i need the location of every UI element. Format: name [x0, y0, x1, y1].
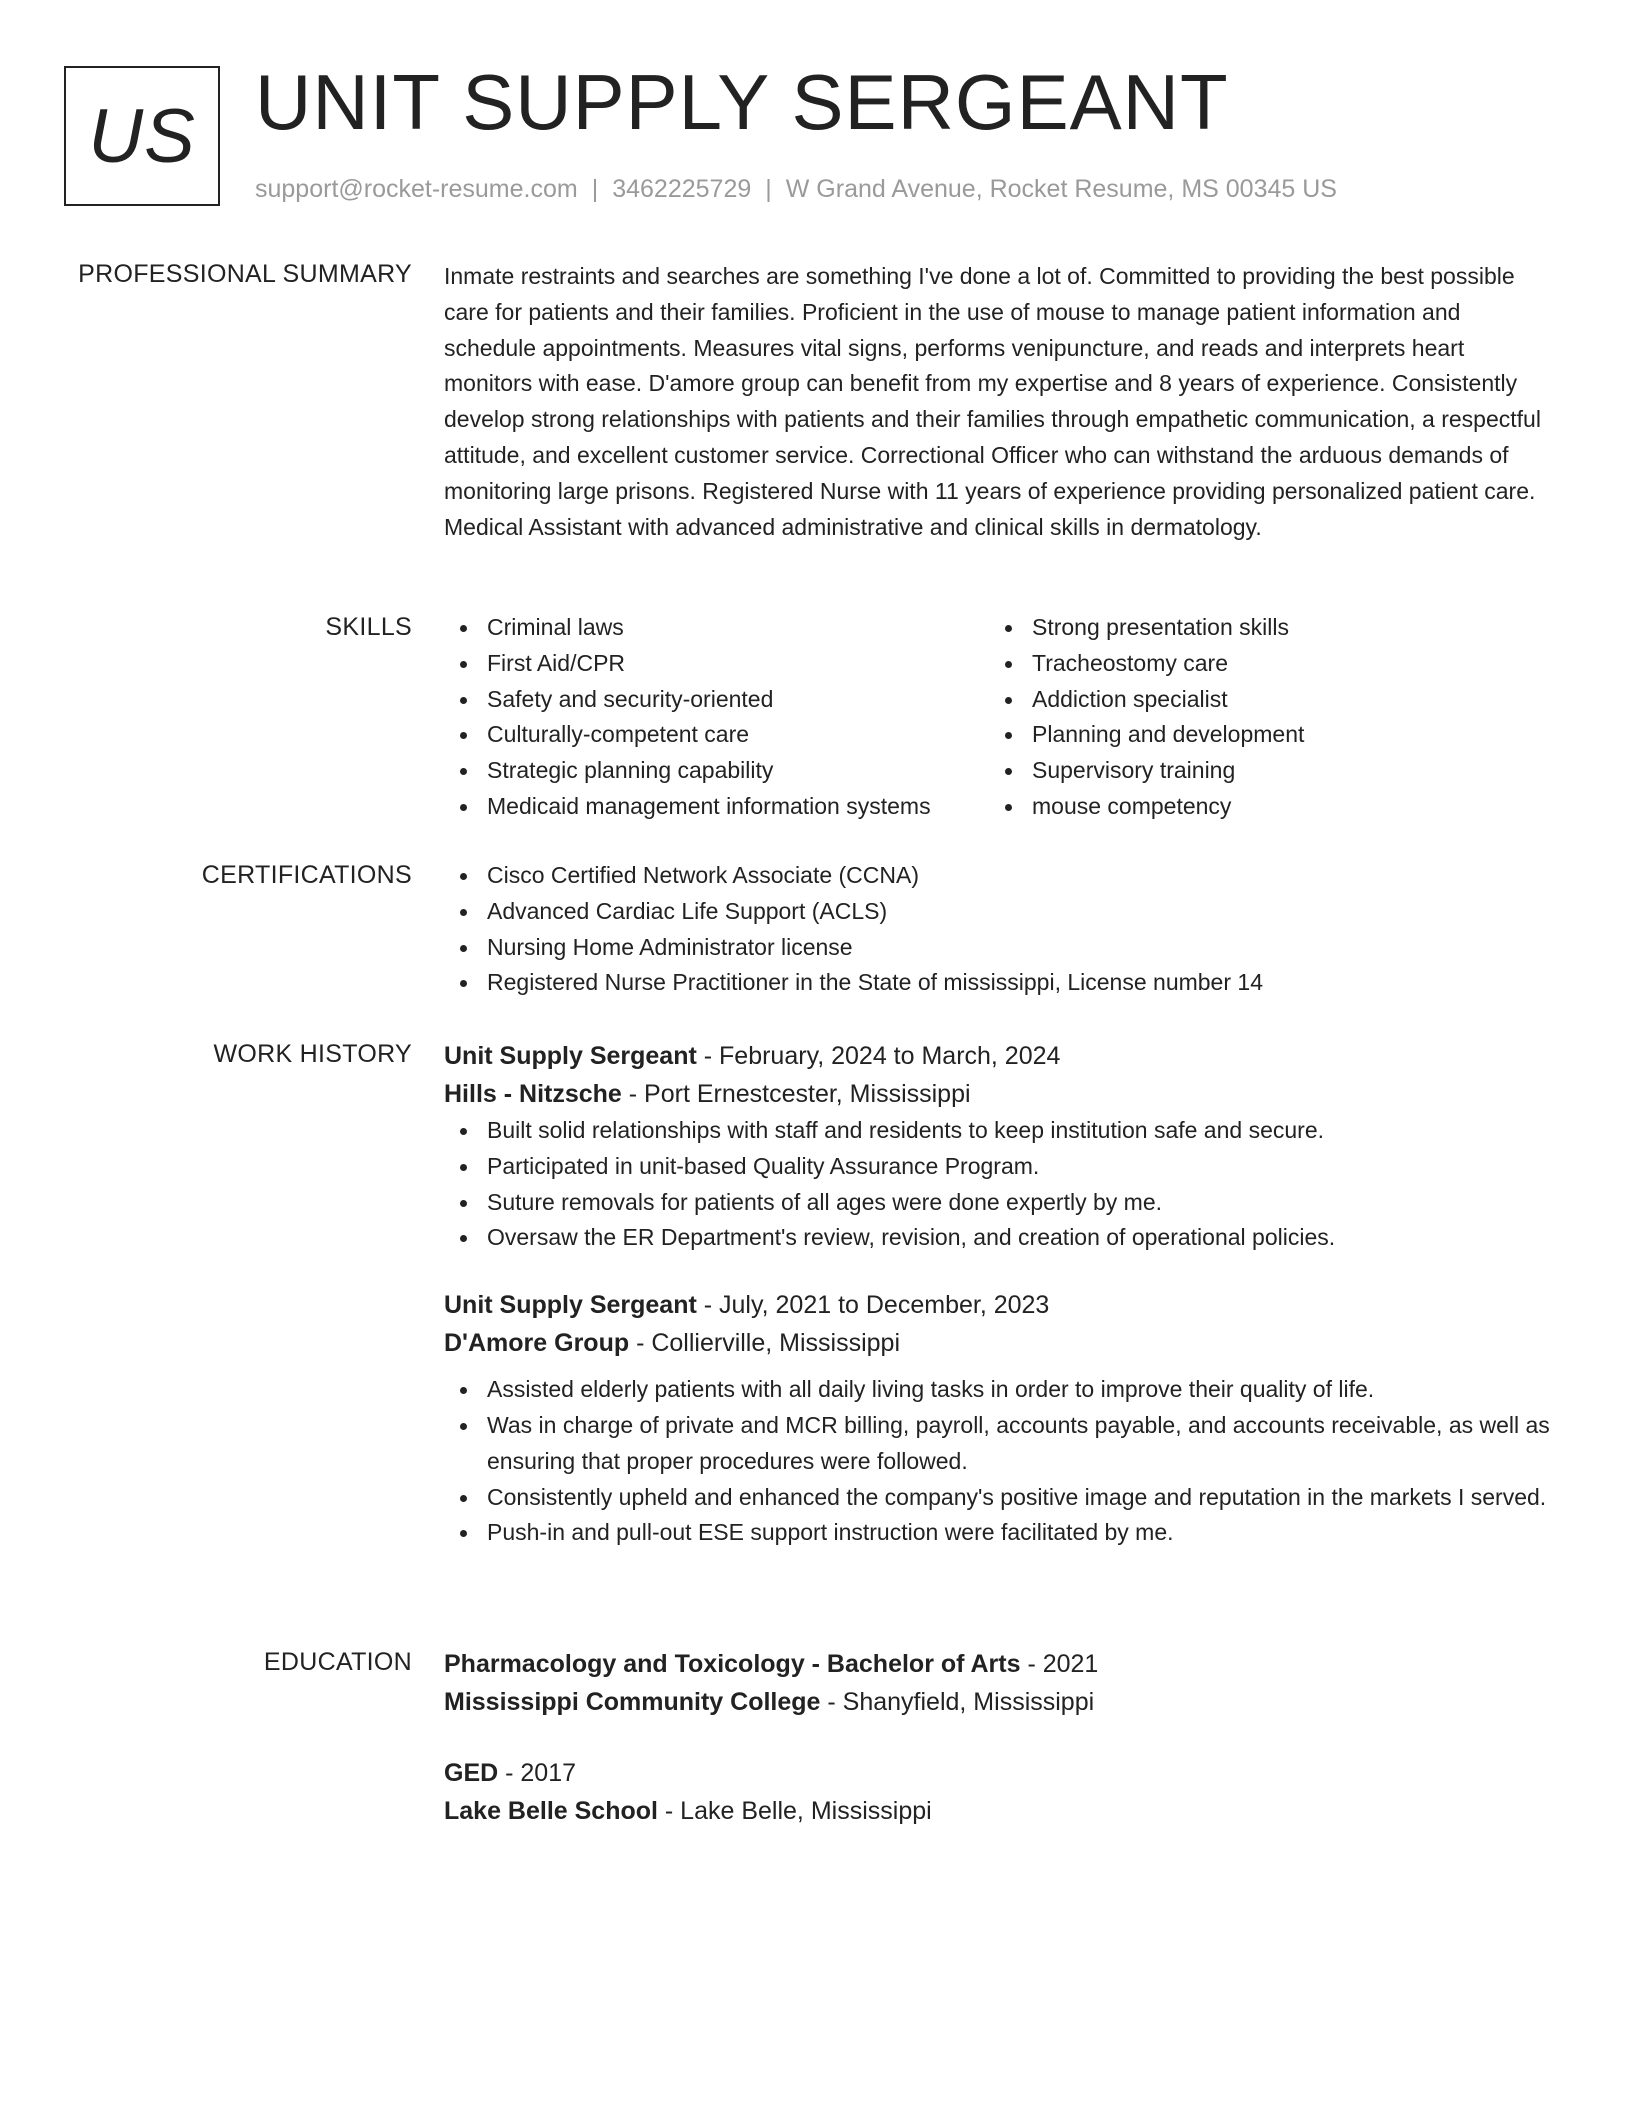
education-degree: Pharmacology and Toxicology - Bachelor of Arts	[444, 1650, 1021, 1678]
job-bullet: Participated in unit-based Quality Assurance Program.	[444, 1149, 1554, 1185]
skill-item: Criminal laws	[444, 610, 989, 646]
contact-address: W Grand Avenue, Rocket Resume, MS 00345 US	[785, 175, 1337, 203]
contact-separator: |	[591, 175, 599, 203]
contact-separator: |	[765, 175, 772, 203]
education-school: Mississippi Community College	[444, 1688, 821, 1716]
job-title-line	[444, 1037, 1554, 1075]
education-school-line	[444, 1683, 1554, 1721]
job-company-line	[444, 1324, 1554, 1362]
contact-email[interactable]: support@rocket-resume.com	[255, 175, 578, 203]
education-body	[444, 1645, 1554, 1830]
job-company: D'Amore Group	[444, 1329, 630, 1358]
education-entry	[444, 1754, 1554, 1830]
skill-item: Strategic planning capability	[444, 753, 989, 789]
job-bullet: Suture removals for patients of all ages were done expertly by me.	[444, 1185, 1554, 1221]
job-bullet: Assisted elderly patients with all daily living tasks in order to improve their quality of life.	[444, 1372, 1554, 1408]
education-location: - Shanyfield, Mississippi	[820, 1688, 1095, 1716]
job-title-line	[444, 1286, 1554, 1324]
job-bullets	[444, 1372, 1554, 1551]
skill-item: Safety and security-oriented	[444, 682, 989, 718]
skills-list-right	[989, 610, 1534, 825]
section-label-certifications: CERTIFICATIONS	[201, 861, 412, 889]
education-school: Lake Belle School	[444, 1797, 658, 1825]
job-company: Hills - Nitzsche	[444, 1080, 622, 1108]
education-location: - Lake Belle, Mississippi	[657, 1797, 932, 1825]
education-degree: GED	[444, 1759, 499, 1787]
skill-item: Planning and development	[989, 717, 1534, 753]
education-degree-line	[444, 1754, 1554, 1792]
skill-item: mouse competency	[989, 789, 1534, 825]
education-entry	[444, 1645, 1554, 1721]
job-title: Unit Supply Sergeant	[444, 1291, 697, 1320]
education-year: - 2017	[498, 1759, 577, 1787]
certification-item: Cisco Certified Network Associate (CCNA)	[444, 858, 1554, 894]
job-bullet: Built solid relationships with staff and residents to keep institution safe and secure.	[444, 1113, 1554, 1149]
summary-body	[444, 259, 1554, 545]
certifications-body	[444, 858, 1554, 1001]
skills-list-left	[444, 610, 989, 825]
job-bullet: Oversaw the ER Department's review, revision, and creation of operational policies.	[444, 1220, 1554, 1256]
job-entry	[444, 1037, 1554, 1256]
skills-body	[444, 610, 1554, 825]
monogram-logo: US	[64, 66, 220, 206]
skill-item: First Aid/CPR	[444, 646, 989, 682]
job-location: - Collierville, Mississippi	[629, 1329, 900, 1358]
contact-phone[interactable]: 3462225729	[612, 175, 752, 203]
skill-item: Strong presentation skills	[989, 610, 1534, 646]
section-label-work-history: WORK HISTORY	[213, 1040, 412, 1068]
certification-item: Nursing Home Administrator license	[444, 930, 1554, 966]
section-label-summary: PROFESSIONAL SUMMARY	[78, 260, 412, 288]
education-year: - 2021	[1020, 1650, 1099, 1678]
section-label-education: EDUCATION	[263, 1648, 412, 1676]
job-bullet: Push-in and pull-out ESE support instruction were facilitated by me.	[444, 1515, 1554, 1551]
summary-text: Inmate restraints and searches are something I've done a lot of. Committed to providing the best possible care for patients and their families. Proficient in the use of mouse to manage patient information and schedule appointments. Measures vital signs, performs venipuncture, and reads and interprets heart monitors with ease. D'amore group can benefit from my expertise and 8 years of experience. Consistently develop strong relationships with patients and their families through empathetic communication, a respectful attitude, and excellent customer service. Correctional Officer who can withstand the arduous demands of monitoring large prisons. Registered Nurse with 11 years of experience providing personalized patient care. Medical Assistant with advanced administrative and clinical skills in dermatology.	[444, 263, 1541, 540]
section-label-skills: SKILLS	[325, 613, 412, 641]
job-bullets	[444, 1113, 1554, 1256]
education-school-line	[444, 1792, 1554, 1830]
job-bullet: Was in charge of private and MCR billing, payroll, accounts payable, and accounts receivable, as well as ensuring that proper procedures were followed.	[444, 1408, 1554, 1480]
job-entry	[444, 1286, 1554, 1551]
job-dates: - July, 2021 to December, 2023	[696, 1291, 1050, 1320]
job-dates: - February, 2024 to March, 2024	[696, 1042, 1061, 1070]
job-title: Unit Supply Sergeant	[444, 1042, 697, 1070]
work-history-body	[444, 1037, 1554, 1551]
skill-item: Supervisory training	[989, 753, 1534, 789]
skill-item: Addiction specialist	[989, 682, 1534, 718]
skill-item: Tracheostomy care	[989, 646, 1534, 682]
education-degree-line	[444, 1645, 1554, 1683]
job-bullet: Consistently upheld and enhanced the company's positive image and reputation in the markets I served.	[444, 1480, 1554, 1516]
candidate-name: UNIT SUPPLY SERGEANT	[255, 58, 1229, 146]
certifications-list	[444, 858, 1554, 1001]
job-company-line	[444, 1075, 1554, 1113]
skill-item: Medicaid management information systems	[444, 789, 989, 825]
job-location: - Port Ernestcester, Mississippi	[621, 1080, 971, 1108]
contact-line	[255, 172, 1337, 206]
skill-item: Culturally-competent care	[444, 717, 989, 753]
certification-item: Registered Nurse Practitioner in the State of mississippi, License number 14	[444, 965, 1554, 1001]
certification-item: Advanced Cardiac Life Support (ACLS)	[444, 894, 1554, 930]
